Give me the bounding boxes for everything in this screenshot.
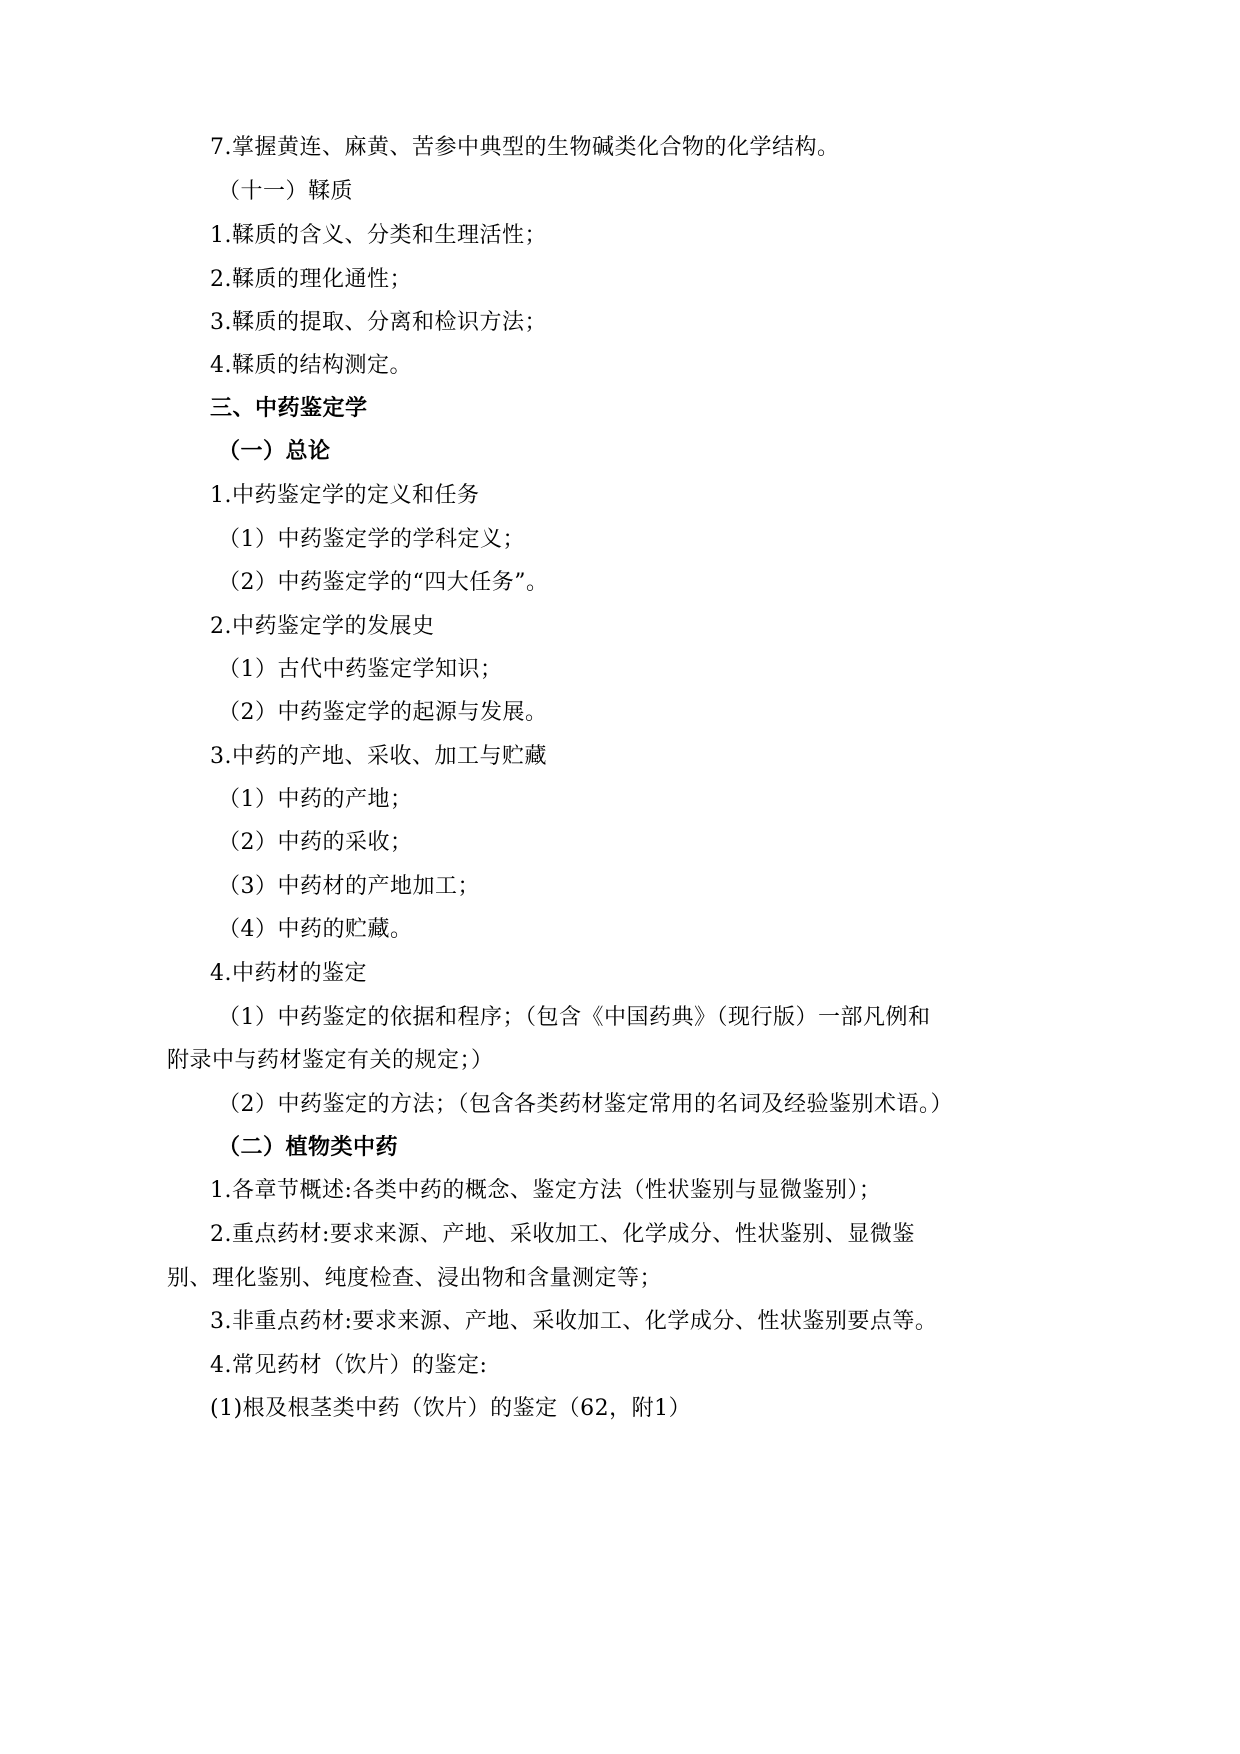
list-item: 2.重点药材:要求来源、产地、采收加工、化学成分、性状鉴别、显微鉴 [210, 1222, 915, 1247]
list-item: 1.各章节概述:各类中药的概念、鉴定方法（性状鉴别与显微鉴别）； [210, 1178, 882, 1203]
list-item: 1.鞣质的含义、分类和生理活性； [210, 223, 547, 248]
sub-list-item: （2）中药鉴定学的起源与发展。 [218, 700, 548, 725]
list-item: 3.中药的产地、采收、加工与贮藏 [210, 744, 547, 769]
sub-list-item: (1)根及根茎类中药（饮片）的鉴定（62，附1） [210, 1396, 692, 1421]
sub-list-item: （2）中药鉴定学的“四大任务”。 [218, 570, 549, 595]
list-item: 4.鞣质的结构测定。 [210, 353, 412, 378]
sub-list-item: （3）中药材的产地加工； [218, 874, 480, 899]
subsection-heading: （二）植物类中药 [218, 1135, 399, 1160]
sub-list-item: （1）中药的产地； [218, 787, 413, 812]
sub-list-item: （1）中药鉴定学的学科定义； [218, 527, 525, 552]
sub-list-item-continuation: 附录中与药材鉴定有关的规定；） [167, 1048, 494, 1073]
list-item: 3.鞣质的提取、分离和检识方法； [210, 310, 547, 335]
sub-list-item: （2）中药的采收； [218, 830, 413, 855]
list-item: 4.中药材的鉴定 [210, 961, 367, 986]
sub-list-item: （2）中药鉴定的方法；（包含各类药材鉴定常用的名词及经验鉴别术语。） [218, 1092, 953, 1117]
subsection-heading-tannins: （十一）鞣质 [218, 179, 354, 204]
list-item: 4.常见药材（饮片）的鉴定: [210, 1353, 488, 1378]
subsection-heading: （一）总论 [218, 439, 331, 464]
list-item-alkaloid-structure: 7.掌握黄连、麻黄、苦参中典型的生物碱类化合物的化学结构。 [210, 135, 840, 160]
list-item: 1.中药鉴定学的定义和任务 [210, 483, 480, 508]
sub-list-item: （1）古代中药鉴定学知识； [218, 657, 503, 682]
list-item: 3.非重点药材:要求来源、产地、采收加工、化学成分、性状鉴别要点等。 [210, 1309, 938, 1334]
sub-list-item: （1）中药鉴定的依据和程序；（包含《中国药典》（现行版）一部凡例和 [218, 1005, 931, 1030]
list-item: 2.鞣质的理化通性； [210, 267, 412, 292]
sub-list-item: （4）中药的贮藏。 [218, 917, 413, 942]
section-heading: 三、中药鉴定学 [210, 396, 368, 421]
list-item-continuation: 别、理化鉴别、纯度检查、浸出物和含量测定等； [167, 1266, 663, 1291]
list-item: 2.中药鉴定学的发展史 [210, 614, 435, 639]
